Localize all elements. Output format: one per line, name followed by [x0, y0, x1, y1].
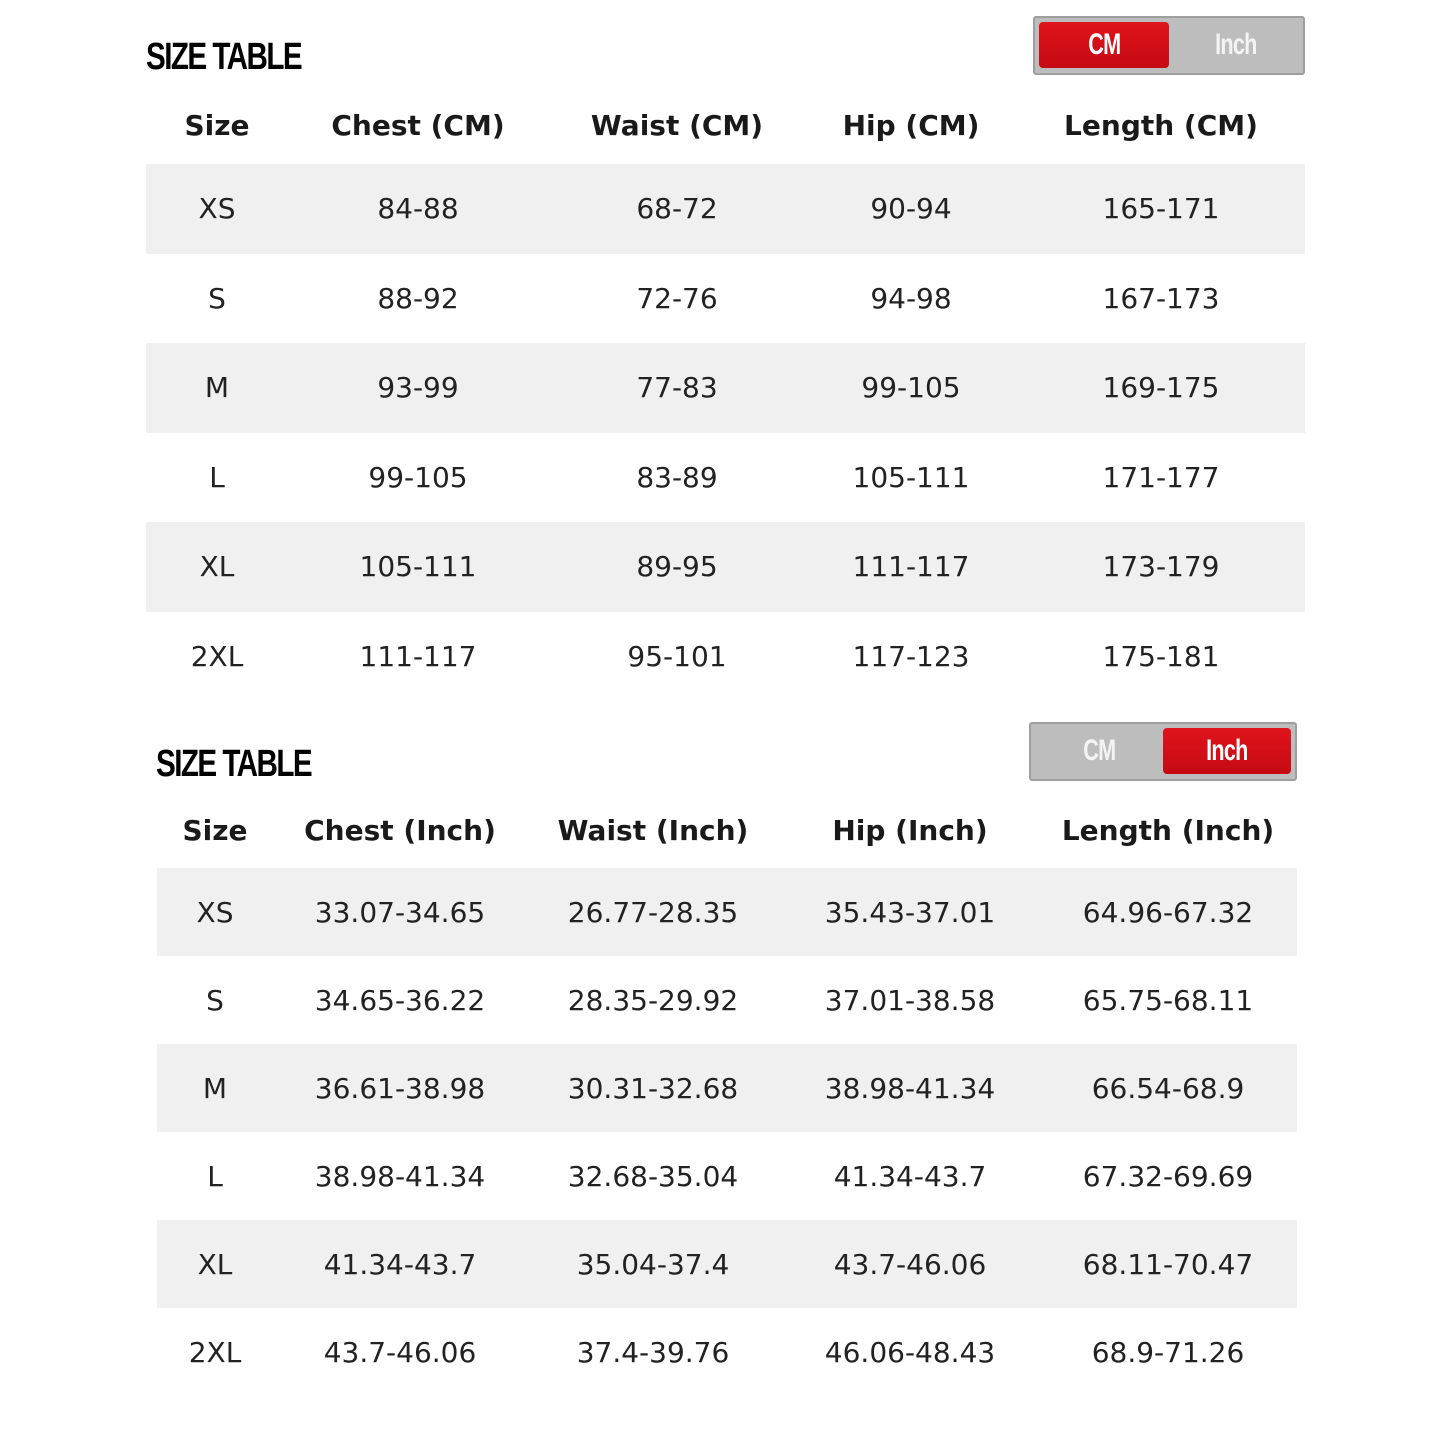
- size-table-inch-section: [0, 700, 1445, 1445]
- cell-hip: 43.7-46.06: [833, 1247, 987, 1281]
- column-header-waist: Waist (CM): [590, 108, 764, 142]
- column-header-length: Length (Inch): [1061, 813, 1275, 847]
- cell-size: M: [204, 371, 230, 405]
- cell-chest: 41.34-43.7: [323, 1247, 477, 1281]
- cell-waist: 95-101: [627, 639, 727, 673]
- cell-size: S: [208, 281, 226, 315]
- cell-length: 165-171: [1102, 192, 1220, 226]
- table-row: [157, 1044, 1297, 1132]
- inch-toggle-button[interactable]: Inch: [1163, 728, 1291, 774]
- cell-size: S: [206, 983, 224, 1017]
- table-row: [157, 1308, 1297, 1396]
- cell-waist: 26.77-28.35: [567, 895, 739, 929]
- cell-size: M: [202, 1071, 228, 1105]
- cell-chest: 36.61-38.98: [314, 1071, 486, 1105]
- column-header-size: Size: [182, 813, 248, 847]
- cell-hip: 35.43-37.01: [824, 895, 996, 929]
- table-row: [146, 433, 1305, 523]
- cm-toggle-button[interactable]: CM: [1082, 734, 1116, 767]
- cell-waist: 30.31-32.68: [567, 1071, 739, 1105]
- column-header-waist: Waist (Inch): [557, 813, 749, 847]
- table-row: [146, 343, 1305, 433]
- section-title: SIZE TABLE: [156, 743, 312, 785]
- column-header-hip: Hip (Inch): [832, 813, 988, 847]
- cell-size: 2XL: [188, 1335, 242, 1369]
- cell-hip: 37.01-38.58: [824, 983, 996, 1017]
- inch-toggle-button[interactable]: Inch: [1215, 28, 1257, 61]
- column-header-length: Length (CM): [1064, 108, 1258, 142]
- cell-size: XL: [199, 550, 235, 584]
- cell-size: L: [209, 460, 225, 494]
- cell-hip: 38.98-41.34: [824, 1071, 996, 1105]
- cell-size: XS: [198, 192, 236, 226]
- cell-size: XL: [197, 1247, 233, 1281]
- table-row: [146, 254, 1305, 344]
- cell-waist: 77-83: [636, 371, 718, 405]
- cm-toggle-button[interactable]: CM: [1039, 22, 1169, 68]
- cell-chest: 38.98-41.34: [314, 1159, 486, 1193]
- column-header-chest: Chest (CM): [331, 108, 505, 142]
- table-row: [157, 868, 1297, 956]
- cell-chest: 93-99: [377, 371, 459, 405]
- cell-hip: 90-94: [870, 192, 952, 226]
- column-header-hip: Hip (CM): [842, 108, 980, 142]
- cell-length: 66.54-68.9: [1091, 1071, 1245, 1105]
- cell-length: 65.75-68.11: [1082, 983, 1254, 1017]
- cell-waist: 83-89: [636, 460, 718, 494]
- cell-chest: 88-92: [377, 281, 459, 315]
- cell-waist: 28.35-29.92: [567, 983, 739, 1017]
- column-header-size: Size: [184, 108, 250, 142]
- cell-chest: 33.07-34.65: [314, 895, 486, 929]
- cell-waist: 37.4-39.76: [576, 1335, 730, 1369]
- cell-length: 68.9-71.26: [1091, 1335, 1245, 1369]
- cell-hip: 94-98: [870, 281, 952, 315]
- cell-length: 173-179: [1102, 550, 1220, 584]
- cell-hip: 46.06-48.43: [824, 1335, 996, 1369]
- size-table-cm-section: [0, 0, 1445, 700]
- cell-chest: 34.65-36.22: [314, 983, 486, 1017]
- cell-hip: 99-105: [861, 371, 961, 405]
- cell-hip: 117-123: [852, 639, 970, 673]
- cell-hip: 41.34-43.7: [833, 1159, 987, 1193]
- cell-waist: 68-72: [636, 192, 718, 226]
- unit-toggle[interactable]: [1029, 722, 1297, 781]
- cell-chest: 43.7-46.06: [323, 1335, 477, 1369]
- cell-size: L: [207, 1159, 223, 1193]
- cell-chest: 84-88: [377, 192, 459, 226]
- unit-toggle[interactable]: [1033, 16, 1305, 75]
- section-title: SIZE TABLE: [146, 36, 302, 78]
- cell-length: 175-181: [1102, 639, 1220, 673]
- cell-hip: 105-111: [852, 460, 970, 494]
- cell-length: 68.11-70.47: [1082, 1247, 1254, 1281]
- cell-chest: 105-111: [359, 550, 477, 584]
- cell-length: 64.96-67.32: [1082, 895, 1254, 929]
- table-header-row: [157, 792, 1297, 868]
- column-header-chest: Chest (Inch): [304, 813, 496, 847]
- cell-chest: 111-117: [359, 639, 477, 673]
- cell-hip: 111-117: [852, 550, 970, 584]
- cell-waist: 72-76: [636, 281, 718, 315]
- cell-size: XS: [196, 895, 234, 929]
- cell-length: 171-177: [1102, 460, 1220, 494]
- cell-waist: 32.68-35.04: [567, 1159, 739, 1193]
- table-row: [146, 612, 1305, 702]
- table-header-row: [146, 86, 1305, 164]
- cell-waist: 89-95: [636, 550, 718, 584]
- table-row: [157, 1132, 1297, 1220]
- table-row: [146, 164, 1305, 254]
- cell-length: 67.32-69.69: [1082, 1159, 1254, 1193]
- cell-length: 169-175: [1102, 371, 1220, 405]
- table-row: [157, 956, 1297, 1044]
- table-row: [157, 1220, 1297, 1308]
- cell-size: 2XL: [190, 639, 244, 673]
- cell-length: 167-173: [1102, 281, 1220, 315]
- table-row: [146, 522, 1305, 612]
- cell-waist: 35.04-37.4: [576, 1247, 730, 1281]
- cell-chest: 99-105: [368, 460, 468, 494]
